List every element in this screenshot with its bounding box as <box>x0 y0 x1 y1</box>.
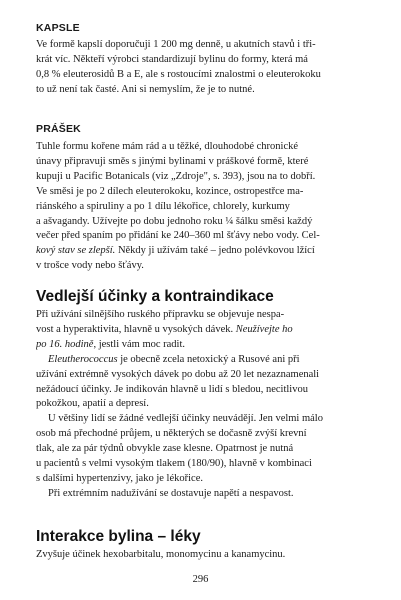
italic-text: po 16. hodině <box>36 338 94 350</box>
text-line: Ve formě kapslí doporučuji 1 200 mg denně, u akutních stavů i tři- <box>36 39 316 50</box>
text-line: s dalšími hypertenzivy, jako je lékořice. <box>36 472 203 484</box>
text-line: Při extrémním nadužívání se dostavuje napětí a nespavost. <box>48 487 294 499</box>
text-line: U většiny lidí se žádné vedlejší účinky neuvádějí. Jen velmi málo <box>48 413 323 425</box>
text-line: 0,8 % eleuterosidů B a E, ale s rostoucími znalostmi o eleuterokoku <box>36 68 321 80</box>
heading-kapsle: KAPSLE <box>36 22 80 34</box>
text-line <box>36 338 323 353</box>
text-line: Zvyšuje účinek hexobarbitalu, monomycinu a kanamycinu. <box>36 549 286 560</box>
text-line: užívání extrémně vysokých dávek po dobu až 20 let nezaznamenali <box>36 368 320 380</box>
text-line: únavy připravuji směs s jinými bylinami v práškové formě, které <box>36 155 309 167</box>
text-line: v trošce vody nebo šťávy. <box>36 260 144 272</box>
heading-prasek: PRÁŠEK <box>36 123 81 135</box>
page-number: 296 <box>192 574 209 585</box>
section-vedlejsi-ucinky <box>36 287 323 502</box>
text-span: je obecně zcela netoxický a Rusové ani při <box>117 353 300 365</box>
italic-text: Neužívejte ho <box>233 323 293 335</box>
heading-vedlejsi-ucinky: Vedlejší účinky a kontraindikace <box>36 288 274 305</box>
text-line: nežádoucí účinky. Je indikován hlavně u lidí s bledou, necitlivou <box>36 383 308 395</box>
text-line <box>36 353 323 368</box>
italic-text: Eleutherococcus <box>48 353 118 365</box>
italic-text: kový stav se zlepší. <box>36 245 116 257</box>
text-line: to už není tak časté. Ani si nemyslím, že je to nutné. <box>36 83 255 95</box>
text-line: riánského a spiruliny a po 1 dílu lékořice, chlorely, kurkumy <box>36 200 290 212</box>
text-line: Při užívání silnějšího ruského přípravku se objevuje nespa- <box>36 309 285 320</box>
heading-interakce: Interakce bylina – léky <box>36 528 201 545</box>
section-kapsle <box>36 21 321 98</box>
text-line: krát víc. Někteří výrobci standardizují bylinu do formy, která má <box>36 53 308 65</box>
section-prasek <box>36 122 320 274</box>
text-line: osob má přechodné průjem, u některých se dočasně zvýší krevní <box>36 428 307 440</box>
text-line: kupuji u Pacific Botanicals (viz „Zdroje", s. 393), jsou na to dobří. <box>36 170 316 182</box>
text-span: Někdy ji užívám také – jedno polévkovou lžící <box>115 245 315 257</box>
text-span: vost a hyperaktivita, hlavně u vysokých dávek. <box>36 323 234 335</box>
text-line: a ašvagandy. Užívejte po dobu jednoho roku ¼ šálku směsi každý <box>36 215 313 227</box>
text-line <box>36 323 323 338</box>
text-line: večer před spaním po přidání ke 240–360 ml šťávy nebo vody. Cel- <box>36 230 320 242</box>
text-line: pokožkou, apatií a depresí. <box>36 398 149 410</box>
text-line: tlak, ale za pár týdnů obvykle zase klesne. Opatrnost je nutná <box>36 443 294 455</box>
text-span: , jestli vám moc radit. <box>93 338 186 350</box>
text-line: u pacientů s velmi vysokým tlakem (180/90), hlavně v kombinaci <box>36 458 312 470</box>
text-line: Tuhle formu kořene mám rád a u těžké, dlouhodobé chronické <box>36 141 299 152</box>
section-interakce <box>36 527 285 563</box>
text-line: Ve směsi je po 2 dílech eleuterokoku, kozince, ostropestřce ma- <box>36 185 304 197</box>
text-line <box>36 244 320 259</box>
